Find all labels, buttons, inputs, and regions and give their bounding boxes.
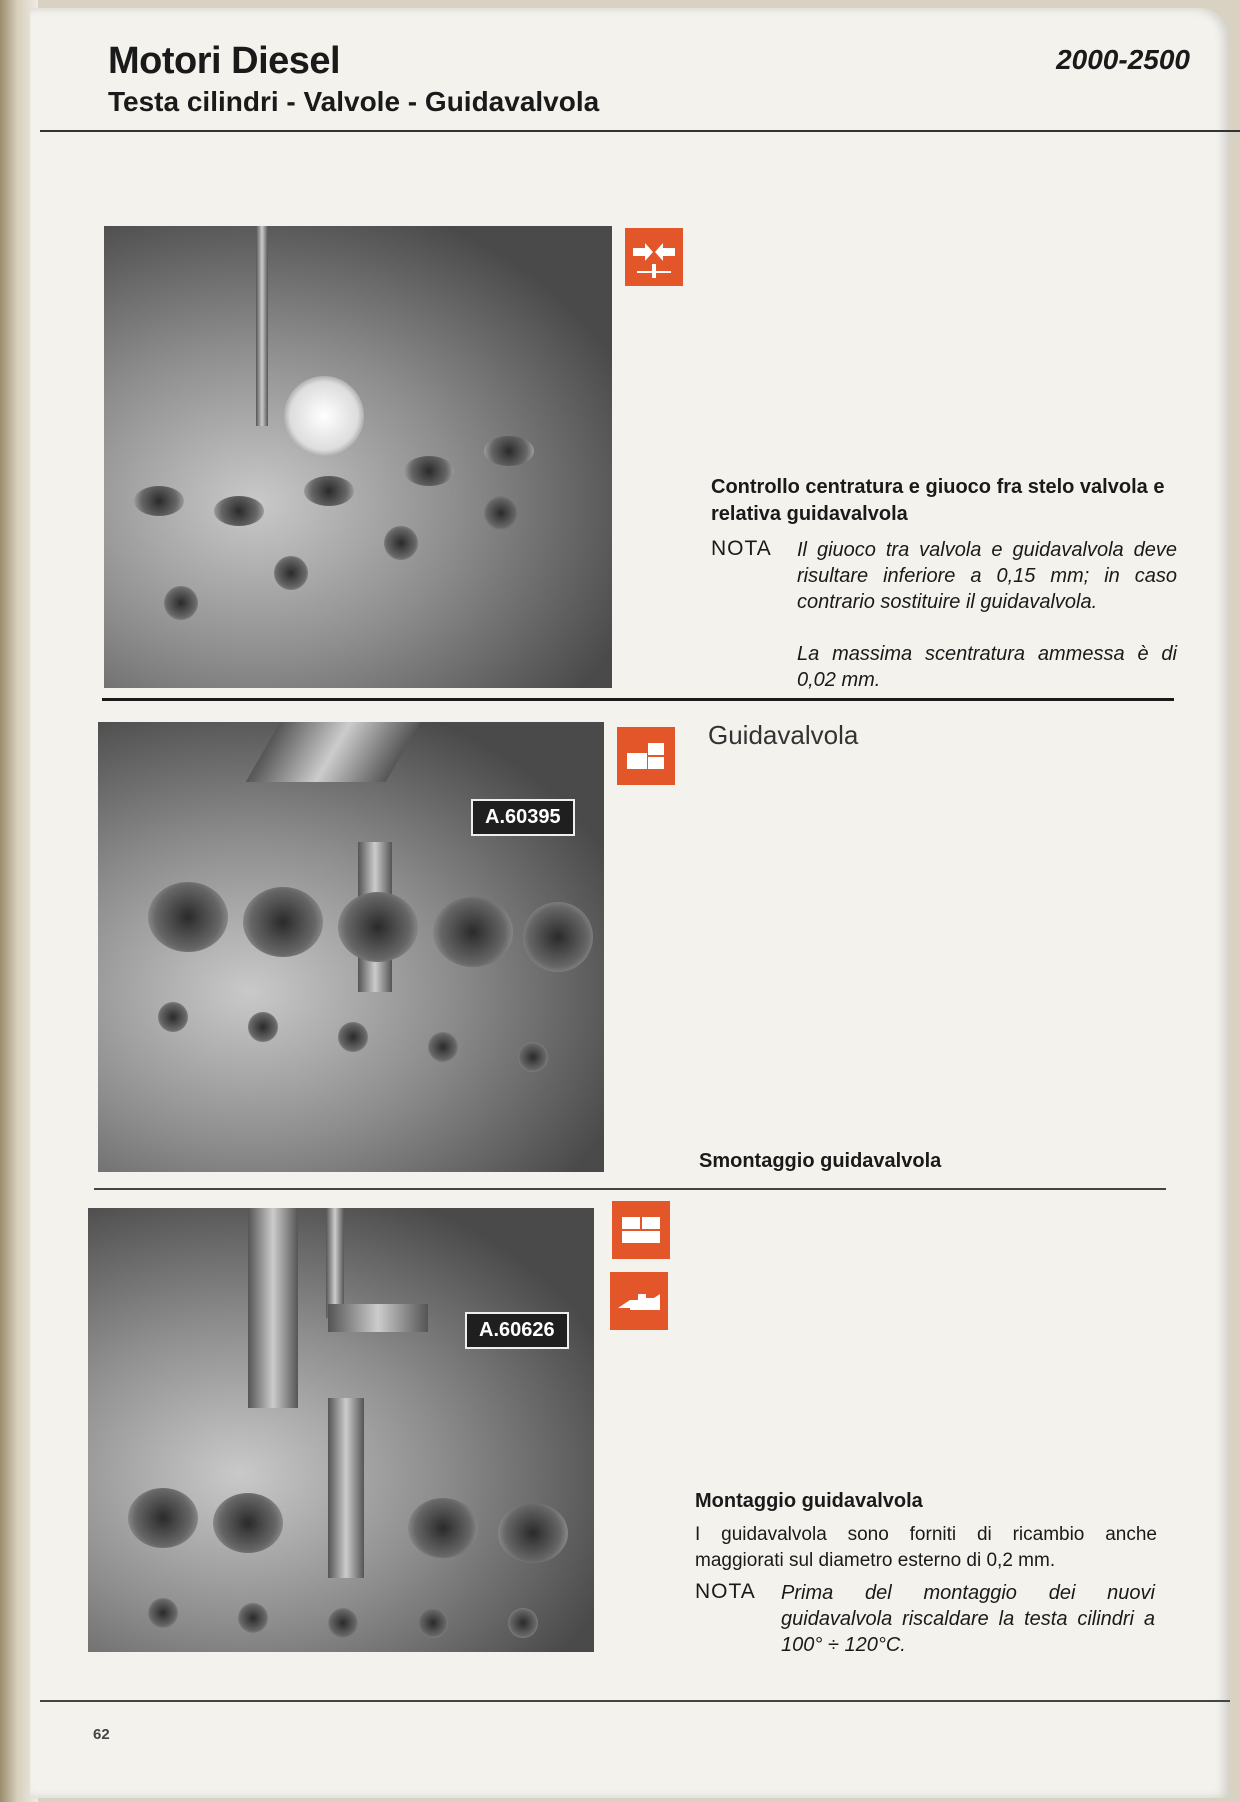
section-caption: Montaggio guidavalvola (695, 1490, 923, 1512)
photo-dial-gauge-check (104, 226, 612, 688)
nota-label: NOTA (695, 1580, 756, 1603)
body-text: I guidavalvola sono forniti di ricambio anche maggiorati sul diametro esterno di 0,2 mm. (695, 1524, 1157, 1571)
page-title: Motori Diesel (108, 40, 341, 82)
section-title: Guidavalvola (708, 720, 859, 750)
section-divider (102, 698, 1174, 701)
tool-code-label: A.60626 (465, 1312, 569, 1349)
page-subtitle: Testa cilindri - Valvole - Guidavalvola (108, 86, 600, 117)
disassembly-icon (617, 727, 675, 785)
nota-text-2: La massima scentratura ammessa è di 0,02 mm. (797, 643, 1177, 691)
nota-label: NOTA (711, 537, 772, 560)
photo-valve-guide-installation (88, 1208, 594, 1652)
footer-divider (40, 1700, 1230, 1702)
model-range: 2000-2500 (1056, 44, 1190, 75)
fiat-tool-icon (610, 1272, 668, 1330)
section-caption: Controllo centratura e giuoco fra stelo valvola e relativa guidavalvola (711, 476, 1165, 525)
tool-code-label: A.60395 (471, 799, 575, 836)
nota-text: Prima del montaggio dei nuovi guidavalvola riscaldare la testa cilindri a 100° ÷ 120°C. (781, 1582, 1155, 1656)
section-divider (94, 1188, 1166, 1190)
centering-arrows-icon (625, 228, 683, 286)
nota-text: Il giuoco tra valvola e guidavalvola deve risultare inferiore a 0,15 mm; in caso contrario sostituire il guidavalvola. (797, 539, 1177, 613)
assembly-icon (612, 1201, 670, 1259)
header-divider (40, 130, 1240, 132)
page-number: 62 (93, 1726, 110, 1743)
photo-valve-guide-removal (98, 722, 604, 1172)
section-caption: Smontaggio guidavalvola (699, 1150, 942, 1172)
